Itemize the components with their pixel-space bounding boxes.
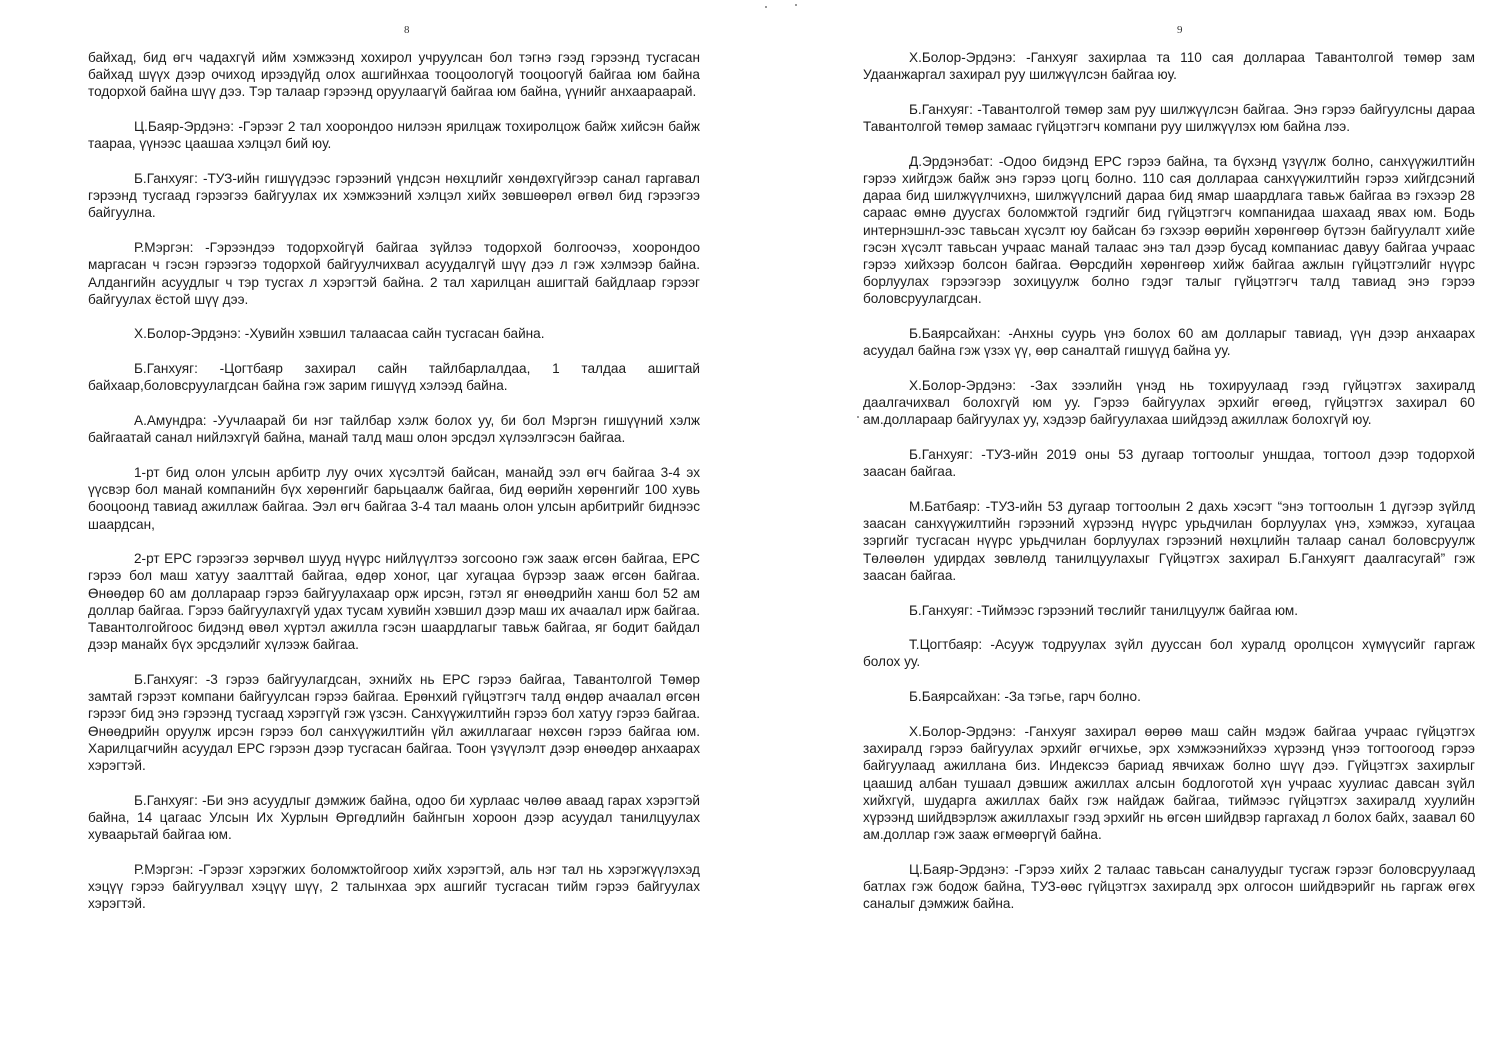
paragraph: А.Амундра: -Уучлаарай би нэг тайлбар хэлж болох уу, би бол Мэргэн гишүүний хэлж байгаатай санал нийлэхгүй байна, манай талд маш олон эрсдэл хүлээлгэсэн байгаа. (88, 413, 700, 446)
paragraph: байхад, бид өгч чадахгүй ийм хэмжээнд хохирол учруулсан бол тэгнэ гээд гэрээнд тусгасан байхад шүүх дээр очиход ирээдүйд олох ашгийнхаа тооцоологүй тооцоогүй байгаа юм байна тодорхой байна шүү дээ. Тэр талаар гэрээнд оруулаагүй байгаа юм байна, үүнийг анхаараарай. (88, 50, 700, 100)
paragraph: Б.Ганхуяг: -Би энэ асуудлыг дэмжиж байна, одоо би хурлаас чөлөө аваад гарах хэрэгтэй байна, 14 цагаас Улсын Их Хурлын Өргөдлийн байнгын хороон дээр асуудал танилцуулах хуваарьтай байгаа юм. (88, 792, 700, 843)
paragraph: Х.Болор-Эрдэнэ: -Ганхуяг захирлаа та 110 сая доллараа Тавантолгой төмөр зам Удаанжаргал захирал руу шилжүүлсэн байгаа юу. (863, 50, 1475, 83)
paragraph: Т.Цогтбаяр: -Асууж тодруулах зүйл дууссан бол хуралд оролцсон хүмүүсийг гаргаж болох уу. (863, 637, 1475, 670)
right-page-content (863, 49, 1475, 930)
paragraph: Б.Ганхуяг: -ТУЗ-ийн 2019 оны 53 дугаар тогтоолыг уншдаа, тогтоол дээр тодорхой заасан байгаа. (863, 447, 1475, 480)
paragraph: Х.Болор-Эрдэнэ: -Зах зээлийн үнэд нь тохируулаад гээд гүйцэтгэх захиралд даалгачихвал болохгүй юм уу. Гэрээ байгуулах эрхийг өгөөд, гүйцэтгэх захирал 60 ам.доллараар байгуулах уу, хэдээр байгуулахаа шийдээд ажиллаж болохгүй юу. (863, 378, 1475, 428)
scan-speck (795, 4, 797, 6)
paragraph: Б.Баярсайхан: -За тэгье, гарч болно. (909, 689, 1141, 705)
left-page-content (88, 49, 700, 930)
scan-speck (857, 416, 859, 418)
scan-speck (765, 6, 767, 8)
paragraph: 2-рт ЕРС гэрээгээ зөрчвөл шууд нүүрс нийлүүлтээ зогсооно гэж зааж өгсөн байгаа, ЕРС гэрээ бол маш хатуу заалттай байгаа, өдөр хоног, цаг хугацаа бүрээр зааж өгсөн байгаа. Өнөөдөр 60 ам доллараар гэрээ байгуулахаар орж ирсэн, гэтэл яг өнөөдрийн ханш бол 52 ам доллар байгаа. Гэрээ байгуулахгүй удах тусам хувийн хэвшил дээр маш их ачаалал ирж байгаа. Тавантолгойгоос бидэнд өвөл хүртэл ажилла гэсэн шаардлагыг тавьж байгаа, яг бодит байдал дээр манайх бүх эрсдэлийг хүлээж байгаа. (88, 551, 700, 653)
paragraph: Р.Мэргэн: -Гэрээг хэрэгжих боломжтойгоор хийх хэрэгтэй, аль нэг тал нь хэрэгжүүлэхэд хэцүү гэрээ байгуулвал хэцүү шүү, 2 талынхаа эрх ашгийг тусгасан тийм гэрээ байгуулах хэрэгтэй. (88, 861, 700, 912)
paragraph: Б.Баярсайхан: -Анхны суурь үнэ болох 60 ам долларыг тавиад, үүн дээр анхаарах асуудал байна гэж үзэх үү, өөр саналтай гишүүд байна уу. (863, 326, 1475, 359)
paragraph: Х.Болор-Эрдэнэ: -Ганхуяг захирал өөрөө маш сайн мэдэж байгаа учраас гүйцэтгэх захиралд гэрээ байгуулах эрхийг өгчихье, эрх хэмжээнийхээ хүрээнд үнээ тогтоогоод гэрээ байгуулаад ажиллана биз. Индексээ бариад явчихаж болно шүү дээ. Гүйцэтгэх захирлыг цаашид албан тушаал дэвшиж ажиллах алсын бодлоготой хүн учраас хуулиас давсан зүйл хийхгүй, шударга ажиллах байх гэж найдаж байгаа, тиймээс гүйцэтгэх захиралд хуулийн хүрээнд шийдвэрлэж ажиллахыг гээд эрхийг нь өгсөн шийдвэр гаргахад л болох байх, заавал 60 ам.доллар гэж зааж өгмөөргүй байна. (863, 723, 1475, 843)
paragraph: Б.Ганхуяг: -Тиймээс гэрээний төслийг танилцуулж байгаа юм. (909, 602, 1299, 618)
paragraph: Б.Ганхуяг: -Тавантолгой төмөр зам руу шилжүүлсэн байгаа. Энэ гэрээ байгуулсны дараа Тавантолгой төмөр замаас гүйцэтгэгч компани руу шилжүүлэх юм байна лээ. (863, 101, 1475, 135)
page-number-left: 8 (404, 24, 410, 36)
paragraph: Х.Болор-Эрдэнэ: -Хувийн хэвшил талаасаа сайн тусгасан байна. (134, 326, 545, 342)
paragraph: Р.Мэргэн: -Гэрээндээ тодорхойгүй байгаа зүйлээ тодорхой болгоочээ, хоорондоо маргасан ч гэсэн гэрээгээ тодорхой байгуулчихвал асуудалгүй шүү дээ л гэж хэлмээр байна. Алдангийн асуудлыг ч тэр тусгах л хэрэгтэй байна. 2 тал харилцан ашигтай байдлаар гэрээг байгуулах ёстой шүү дээ. (88, 240, 700, 307)
right-page (750, 0, 1500, 1055)
paragraph: Д.Эрдэнэбат: -Одоо бидэнд ЕРС гэрээ байна, та бүхэнд үзүүлж болно, санхүүжилтийн гэрээ хийгдэж байж энэ гэрээ цогц болно. 110 сая доллараа санхүүжилтийн гэрээ хийгдсэний дараа бид шилжүүлчихнэ, шилжүүлсний дараа бид ямар шаардлага тавьж байгаа вэ гэхээр 28 сараас өмнө дуусгах боломжтой гэдгийг бид гүйцэтгэгч компанидаа шахаад явах юм. Бодь интернэшнл-ээс тавьсан хүсэлт юу байсан бэ гэхээр өөрийн хөрөнгөөр бүтээн байгуулалт хийе гэсэн хүсэлт тавьсан учраас манай талаас энэ тал дээр бусад компаниас давуу байгаа учраас гэрээ хийхээр болсон байгаа. Өөрсдийн хөрөнгөөр хийж байгаа ажлын гүйцэтгэлийг нүүрс борлуулах гэрээгээр зохицуулж болно гэдэг талыг гүйцэтгэгч талд тавиад энэ гэрээ боловсруулагдсан. (863, 153, 1475, 307)
paragraph: Б.Ганхуяг: -3 гэрээ байгуулагдсан, эхнийх нь ЕРС гэрээ байгаа, Тавантолгой Төмөр замтай гэрээт компани байгуулсан гэрээ байгаа. Ерөнхий гүйцэтгэгч талд өндөр ачаалал өгсөн гэрээг бид энэ гэрээнд тусгаад хэрэггүй гэж үзсэн. Санхүүжилтийн гэрээ бол хатуу гэрээ байгаа. Өнөөдрийн оруулж ирсэн гэрээ бол санхүүжилтийн үйл ажиллагааг нөхсөн гэрээ байгаа юм. Харилцагчийн асуудал ЕРС гэрээн дээр тусгасан байгаа. Тоон үзүүлэлт дээр өнөөдөр анхаарах хэрэгтэй. (88, 671, 700, 773)
paragraph: Б.Ганхуяг: -ТУЗ-ийн гишүүдээс гэрээний үндсэн нөхцлийг хөндөхгүйгээр санал гаргавал гэрээнд тусгаад гэрээгээ байгуулах их хэмжээний хэлцэл хийх зөвшөөрөл өгвөл бид гэрээгээ байгуулна. (88, 171, 700, 221)
paragraph: 1-рт бид олон улсын арбитр луу очих хүсэлтэй байсан, манайд ээл өгч байгаа 3-4 эх үүсвэр бол манай компанийн бүх хөрөнгийг барьцаалж байгаа, бид өөрийн хөрөнгийг 100 хувь бооцоонд тавиад ажиллаж байгаа. Ээл өгч байгаа 3-4 тал маань олон улсын арбитрийг биднээс шаардсан, (88, 464, 700, 532)
page-number-right: 9 (1177, 24, 1183, 36)
paragraph: Б.Ганхуяг: -Цогтбаяр захирал сайн тайлбарлалдаа, 1 талдаа ашигтай байхаар,боловсруулагдсан байна гэж зарим гишүүд хэлээд байна. (88, 361, 700, 394)
paragraph: М.Батбаяр: -ТУЗ-ийн 53 дугаар тогтоолын 2 дахь хэсэгт “энэ тогтоолын 1 дүгээр зүйлд заасан санхүүжилтийн гэрээний хүрээнд нүүрс урьдчилан борлуулах үнэ, хэмжээ, хугацаа зэргийг тусгасан нүүрс урьдчилан борлуулах гэрээний нөхцлийн талаар санал боловсруулж Төлөөлөн удирдах зөвлөлд танилцуулахыг Гүйцэтгэх захирал Б.Ганхуягт даалгасугай” гэж заасан байгаа. (863, 499, 1475, 583)
paragraph: Ц.Баяр-Эрдэнэ: -Гэрээг 2 тал хоорондоо нилээн ярилцаж тохиролцож байж хийсэн байж таараа, үүнээс цаашаа хэлцэл бий юу. (88, 119, 700, 152)
paragraph: Ц.Баяр-Эрдэнэ: -Гэрээ хийх 2 талаас тавьсан саналуудыг тусгаж гэрээг боловсруулаад батлах гэж бодож байна, ТУЗ-өөс гүйцэтгэх захиралд эрх олгосон шийдвэрийг нь гаргаж өгөх саналыг дэмжиж байна. (863, 861, 1475, 912)
